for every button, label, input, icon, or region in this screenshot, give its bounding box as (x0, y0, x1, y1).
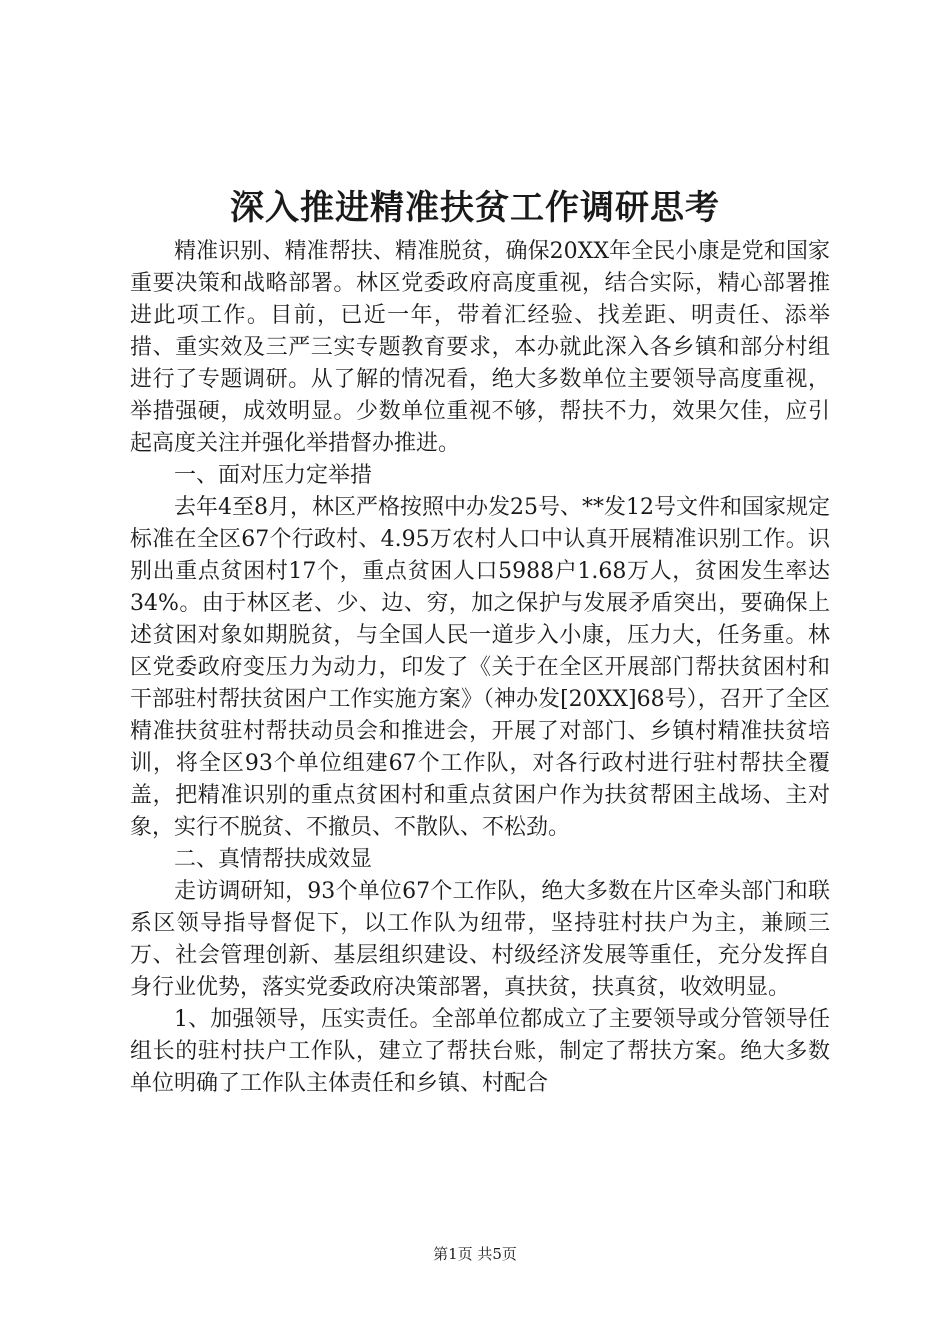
paragraph-section-2: 走访调研知，93个单位67个工作队，绝大多数在片区牵头部门和联系区领导指导督促下，以工作队为纽带，坚持驻村扶户为主，兼顾三万、社会管理创新、基层组织建设、村级经济发展等重任，充分发挥自身行业优势，落实党委政府决策部署，真扶贫，扶真贫，收效明显。 (130, 879, 830, 1000)
page-number-footer: 第1页 共5页 (433, 1245, 517, 1263)
document-title: 深入推进精准扶贫工作调研思考 (230, 188, 720, 228)
document-body (130, 236, 830, 1100)
section-heading-2: 二、真情帮扶成效显 (174, 847, 373, 872)
paragraph-item-1: 1、加强领导，压实责任。全部单位都成立了主要领导或分管领导任组长的驻村扶户工作队，建立了帮扶台账，制定了帮扶方案。绝大多数单位明确了工作队主体责任和乡镇、村配合 (130, 1007, 830, 1096)
section-heading-1: 一、面对压力定举措 (174, 463, 373, 488)
paragraph-section-1: 去年4至8月，林区严格按照中办发25号、**发12号文件和国家规定标准在全区67个行政村、4.95万农村人口中认真开展精准识别工作。识别出重点贫困村17个，重点贫困人口5988户1.68万人，贫困发生率达34%。由于林区老、少、边、穷，加之保护与发展矛盾突出，要确保上述贫困对象如期脱贫，与全国人民一道步入小康，压力大，任务重。林区党委政府变压力为动力，印发了《关于在全区开展部门帮扶贫困村和干部驻村帮扶贫困户工作实施方案》（神办发[20XX]68号），召开了全区精准扶贫驻村帮扶动员会和推进会，开展了对部门、乡镇村精准扶贫培训，将全区93个单位组建67个工作队，对各行政村进行驻村帮扶全覆盖，把精准识别的重点贫困村和重点贫困户作为扶贫帮困主战场、主对象，实行不脱贫、不撤员、不散队、不松劲。 (130, 495, 830, 840)
paragraph-intro: 精准识别、精准帮扶、精准脱贫，确保20XX年全民小康是党和国家重要决策和战略部署。林区党委政府高度重视，结合实际，精心部署推进此项工作。目前，已近一年，带着汇经验、找差距、明责任、添举措、重实效及三严三实专题教育要求，本办就此深入各乡镇和部分村组进行了专题调研。从了解的情况看，绝大多数单位主要领导高度重视，举措强硬，成效明显。少数单位重视不够，帮扶不力，效果欠佳，应引起高度关注并强化举措督办推进。 (130, 239, 830, 456)
